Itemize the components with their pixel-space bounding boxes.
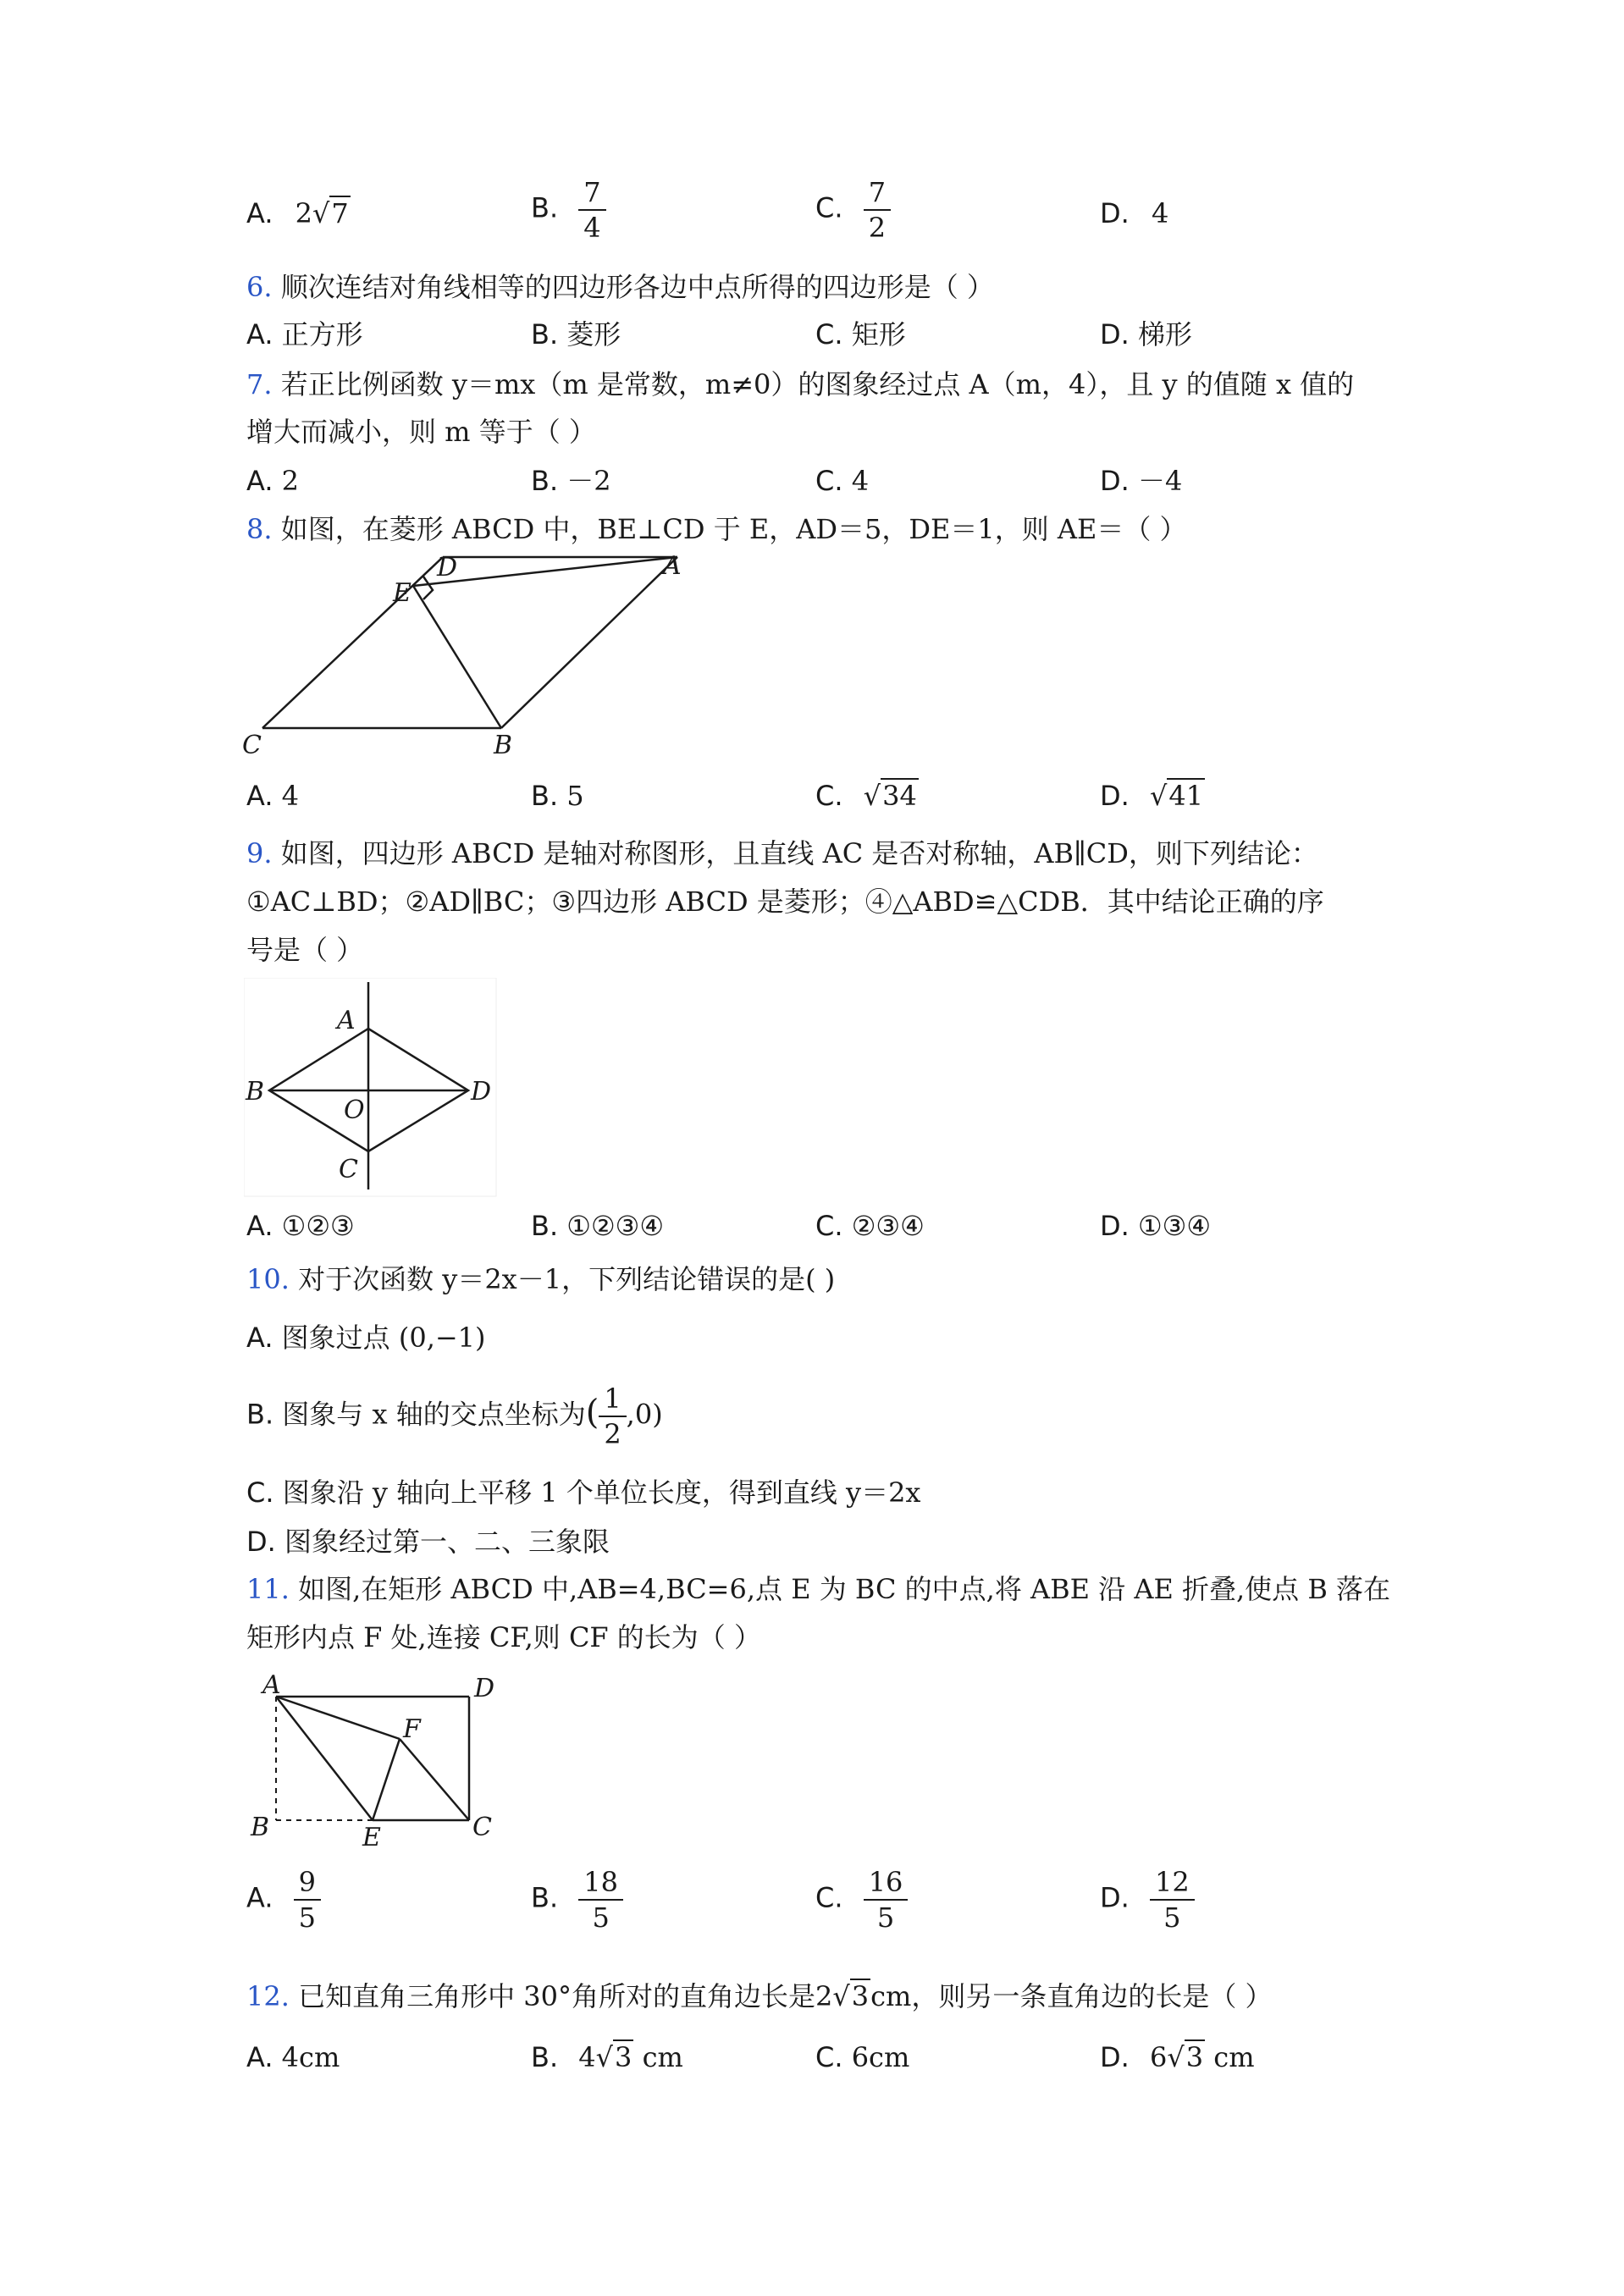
q12-option-c: C. 6cm	[815, 2041, 910, 2073]
sqrt-expression: √3	[832, 1980, 870, 2012]
q5-option-d	[1100, 196, 1168, 230]
q7-stem-line-1	[246, 367, 1354, 401]
q9-option-a: A. ①②③	[246, 1210, 355, 1242]
right-angle-mark	[423, 577, 433, 599]
q7-option-d: D. －4	[1100, 465, 1183, 497]
segment-ae	[276, 1697, 373, 1820]
label-e: E	[362, 1823, 381, 1852]
q9-option-d: D. ①③④	[1100, 1210, 1212, 1242]
rectangle-fold-figure	[246, 1670, 516, 1856]
option-text: 4	[1151, 197, 1169, 229]
question-text: 若正比例函数 y＝mx（m 是常数，m≠0）的图象经过点 A（m，4），且 y 的值随 x 值的	[280, 368, 1355, 400]
q7-option-c: C. 4	[815, 465, 870, 497]
coefficient: 2	[295, 197, 313, 229]
sqrt-expression: √3	[595, 2041, 632, 2073]
fraction: $\frac{18}{5}$	[578, 1865, 623, 1934]
q11-option-c: C. $\frac{16}{5}$	[815, 1865, 908, 1934]
fraction: $\frac{7}{2}$	[864, 175, 891, 245]
q12-option-b: B. 4√3 cm	[531, 2041, 683, 2073]
q9-stem-line-3: 号是（ ）	[246, 934, 364, 966]
question-number: 11.	[246, 1573, 290, 1605]
q6-option-c: C. 矩形	[815, 318, 906, 350]
rhombus-figure	[237, 550, 694, 762]
q10-option-d: D. 图象经过第一、二、三象限	[246, 1526, 610, 1558]
q11-stem-line-2: 矩形内点 F 处,连接 CF,则 CF 的长为（ ）	[246, 1621, 761, 1653]
question-number: 7.	[246, 368, 273, 400]
option-label: C.	[815, 191, 843, 224]
label-d: D	[471, 1077, 492, 1107]
question-text: 对于次函数 y＝2x－1，下列结论错误的是( )	[298, 1263, 836, 1295]
sqrt-expression: √41	[1149, 780, 1204, 812]
q12-stem: 12. 已知直角三角形中 30°角所对的直角边长是2√3cm，则另一条直角边的长是（ ）	[246, 1980, 1273, 2012]
label-e: E	[393, 578, 412, 608]
option-label: A.	[246, 197, 273, 229]
label-b: B	[494, 731, 513, 760]
q8-stem	[246, 512, 1187, 546]
q6-stem	[246, 270, 994, 304]
option-label: B.	[531, 191, 559, 224]
label-o: O	[344, 1096, 365, 1125]
label-a: A	[663, 551, 682, 581]
sqrt-expression: √34	[863, 780, 917, 812]
sqrt-expression: √7	[312, 197, 349, 229]
q10-option-a: A. 图象过点 (0,−1)	[246, 1322, 486, 1354]
q7-option-b: B. －2	[531, 465, 611, 497]
figure-frame	[244, 978, 496, 1196]
question-number: 8.	[246, 513, 273, 545]
q11-stem-line-1	[246, 1572, 1390, 1606]
fraction: $\frac{7}{4}$	[578, 175, 605, 245]
q11-option-a: A. $\frac{9}{5}$	[246, 1865, 321, 1934]
label-c: C	[242, 731, 262, 760]
q8-option-a: A. 4	[246, 780, 300, 812]
question-text: 如图，四边形 ABCD 是轴对称图形，且直线 AC 是否对称轴，AB∥CD，则下列结论：	[280, 837, 1318, 869]
question-number: 12.	[246, 1980, 290, 2012]
fraction: $\frac{9}{5}$	[294, 1865, 321, 1934]
q9-option-b: B. ①②③④	[531, 1210, 665, 1242]
segment-fe	[373, 1739, 400, 1820]
segment-be	[413, 586, 501, 728]
sqrt-expression: √3	[1167, 2041, 1204, 2073]
label-a: A	[337, 1006, 356, 1035]
question-text: 如图，在菱形 ABCD 中，BE⊥CD 于 E，AD＝5，DE＝1，则 AE＝（ ）	[280, 513, 1187, 545]
q6-option-d: D. 梯形	[1100, 318, 1192, 350]
q9-stem-line-1	[246, 836, 1318, 870]
q6-option-a: A. 正方形	[246, 318, 363, 350]
q5-option-c	[815, 175, 891, 245]
q9-option-c: C. ②③④	[815, 1210, 925, 1242]
label-a: A	[262, 1670, 281, 1700]
q7-option-a: A. 2	[246, 465, 300, 497]
kite-figure	[244, 978, 498, 1198]
q8-option-c: C. √34	[815, 780, 917, 812]
question-text: 如图,在矩形 ABCD 中,AB=4,BC=6,点 E 为 BC 的中点,将 ABE 沿 AE 折叠,使点 B 落在	[298, 1573, 1391, 1605]
q8-option-b: B. 5	[531, 780, 584, 812]
segment-fc	[400, 1739, 469, 1820]
question-text: 顺次连结对角线相等的四边形各边中点所得的四边形是（ ）	[280, 271, 994, 303]
label-f: F	[403, 1714, 421, 1744]
q6-option-b: B. 菱形	[531, 318, 621, 350]
fraction: $\frac{1}{2}$	[599, 1382, 626, 1451]
q11-option-b: B. $\frac{18}{5}$	[531, 1865, 623, 1934]
question-number: 6.	[246, 271, 273, 303]
fraction: $\frac{12}{5}$	[1150, 1865, 1195, 1934]
q11-option-d: D. $\frac{12}{5}$	[1100, 1865, 1195, 1934]
segment-cd	[262, 557, 443, 728]
segment-af	[276, 1697, 400, 1739]
option-label: D.	[1100, 197, 1130, 229]
q9-stem-line-2: ①AC⊥BD；②AD∥BC；③四边形 ABCD 是菱形；④△ABD≌△CDB．其中结论正确的序	[246, 886, 1324, 918]
q5-option-a	[246, 196, 351, 230]
label-b: B	[251, 1813, 270, 1842]
label-c: C	[472, 1813, 492, 1842]
q10-option-c: C. 图象沿 y 轴向上平移 1 个单位长度，得到直线 y＝2x	[246, 1476, 921, 1509]
question-text: 已知直角三角形中 30°角所对的直角边长是	[298, 1980, 815, 2012]
q5-option-b	[531, 175, 606, 245]
label-d: D	[474, 1674, 495, 1703]
q10-option-b: B. 图象与 x 轴的交点坐标为( $\frac{1}{2}$ ,0)	[246, 1383, 663, 1450]
label-c: C	[339, 1155, 358, 1184]
segment-ab	[501, 557, 677, 728]
question-number: 10.	[246, 1263, 290, 1295]
label-b: B	[246, 1077, 265, 1107]
q10-stem	[246, 1262, 835, 1296]
q7-stem-line-2: 增大而减小，则 m 等于（ ）	[246, 416, 596, 448]
fraction: $\frac{16}{5}$	[864, 1865, 909, 1934]
q8-option-d: D. √41	[1100, 780, 1204, 812]
q12-option-d: D. 6√3 cm	[1100, 2041, 1255, 2073]
q12-option-a: A. 4cm	[246, 2041, 340, 2073]
question-number: 9.	[246, 837, 273, 869]
label-d: D	[437, 553, 458, 582]
